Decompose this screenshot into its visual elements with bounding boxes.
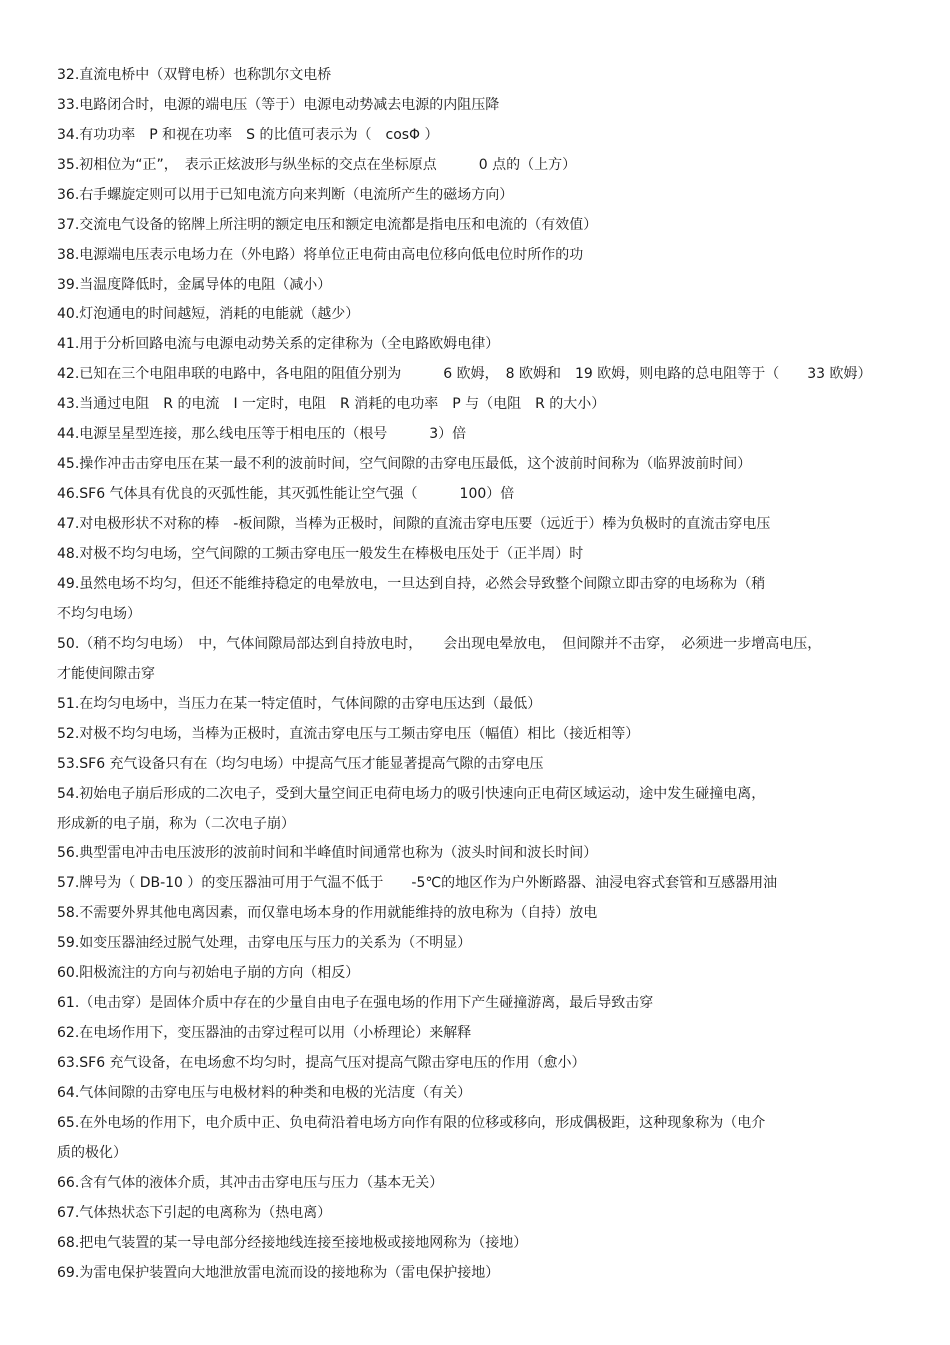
list-item: 34.有功功率 P 和视在功率 S 的比值可表示为（ cosΦ ） [57, 127, 439, 143]
list-item [57, 629, 902, 689]
list-item: 32.直流电桥中（双臂电桥）也称凯尔文电桥 [57, 67, 332, 83]
list-item: 57.牌号为（ DB-10 ）的变压器油可用于气温不低于 -5℃的地区作为户外断路器、油浸电容式套管和互感器用油 [57, 875, 778, 891]
list-item-line: 54.初始电子崩后形成的二次电子，受到大量空间正电荷电场力的吸引快速向正电荷区域运动，途中发生碰撞电离， [57, 786, 766, 802]
list-item: 41.用于分析回路电流与电源电动势关系的定律称为（全电路欧姆电律） [57, 336, 500, 352]
list-item-line: 49.虽然电场不均匀，但还不能维持稳定的电晕放电，一旦达到自持，必然会导致整个间隙立即击穿的电场称为（稍 [57, 576, 766, 592]
list-item: 63.SF6 充气设备，在电场愈不均匀时，提高气压对提高气隙击穿电压的作用（愈小） [57, 1055, 586, 1071]
list-item: 46.SF6 气体具有优良的灭弧性能，其灭弧性能让空气强（ 100）倍 [57, 486, 515, 502]
list-item: 36.右手螺旋定则可以用于已知电流方向来判断（电流所产生的磁场方向） [57, 187, 514, 203]
list-item-line: 才能使间隙击穿 [57, 666, 155, 682]
list-item: 53.SF6 充气设备只有在（均匀电场）中提高气压才能显著提高气隙的击穿电压 [57, 756, 544, 772]
list-item [57, 779, 902, 839]
list-item: 43.当通过电阻 R 的电流 I 一定时，电阻 R 消耗的电功率 P 与（电阻 R 的大小） [57, 396, 606, 412]
list-item: 61.（电击穿）是固体介质中存在的少量自由电子在强电场的作用下产生碰撞游离，最后导致击穿 [57, 995, 654, 1011]
list-item: 44.电源呈星型连接，那么线电压等于相电压的（根号 3）倍 [57, 426, 467, 442]
list-item: 56.典型雷电冲击电压波形的波前时间和半峰值时间通常也称为（波头时间和波长时间） [57, 845, 598, 861]
list-item-line: 形成新的电子崩，称为（二次电子崩） [57, 816, 295, 832]
list-item: 35.初相位为“正”， 表示正炫波形与纵坐标的交点在坐标原点 0 点的（上方） [57, 157, 577, 173]
list-item: 40.灯泡通电的时间越短，消耗的电能就（越少） [57, 306, 360, 322]
list-item-line: 50.（稍不均匀电场） 中，气体间隙局部达到自持放电时， 会出现电晕放电， 但间隙并不击穿， 必须进一步增高电压， [57, 636, 822, 652]
list-item: 45.操作冲击击穿电压在某一最不利的波前时间，空气间隙的击穿电压最低，这个波前时间称为（临界波前时间） [57, 456, 752, 472]
list-item-line: 不均匀电场） [57, 606, 141, 622]
list-item: 48.对极不均匀电场，空气间隙的工频击穿电压一般发生在棒极电压处于（正半周）时 [57, 546, 584, 562]
list-item: 52.对极不均匀电场，当棒为正极时，直流击穿电压与工频击穿电压（幅值）相比（接近相等） [57, 726, 640, 742]
list-item: 62.在电场作用下，变压器油的击穿过程可以用（小桥理论）来解释 [57, 1025, 472, 1041]
list-item: 42.已知在三个电阻串联的电路中，各电阻的阻值分别为 6 欧姆， 8 欧姆和 19 欧姆，则电路的总电阻等于（ 33 欧姆） [57, 366, 872, 382]
list-item [57, 569, 902, 629]
list-item: 59.如变压器油经过脱气处理，击穿电压与压力的关系为（不明显） [57, 935, 472, 951]
list-item: 47.对电极形状不对称的棒 -板间隙，当棒为正极时，间隙的直流击穿电压要（远近于）棒为负极时的直流击穿电压 [57, 516, 771, 532]
list-item: 64.气体间隙的击穿电压与电极材料的种类和电极的光洁度（有关） [57, 1085, 472, 1101]
list-item: 69.为雷电保护装置向大地泄放雷电流而设的接地称为（雷电保护接地） [57, 1265, 500, 1281]
list-item: 51.在均匀电场中，当压力在某一特定值时，气体间隙的击穿电压达到（最低） [57, 696, 542, 712]
list-item: 68.把电气装置的某一导电部分经接地线连接至接地极或接地网称为（接地） [57, 1235, 528, 1251]
list-item [57, 1108, 902, 1168]
list-item: 33.电路闭合时，电源的端电压（等于）电源电动势减去电源的内阻压降 [57, 97, 500, 113]
list-item: 67.气体热状态下引起的电离称为（热电离） [57, 1205, 332, 1221]
list-item: 38.电源端电压表示电场力在（外电路）将单位正电荷由高电位移向低电位时所作的功 [57, 247, 584, 263]
list-item: 37.交流电气设备的铭牌上所注明的额定电压和额定电流都是指电压和电流的（有效值） [57, 217, 598, 233]
list-item: 66.含有气体的液体介质，其冲击击穿电压与压力（基本无关） [57, 1175, 444, 1191]
list-item-line: 质的极化） [57, 1145, 127, 1161]
list-item: 60.阳极流注的方向与初始电子崩的方向（相反） [57, 965, 360, 981]
list-item: 58.不需要外界其他电离因素，而仅靠电场本身的作用就能维持的放电称为（自持）放电 [57, 905, 598, 921]
list-item: 39.当温度降低时，金属导体的电阻（减小） [57, 277, 332, 293]
list-item-line: 65.在外电场的作用下，电介质中正、负电荷沿着电场方向作有限的位移或移向，形成偶极距，这种现象称为（电介 [57, 1115, 766, 1131]
